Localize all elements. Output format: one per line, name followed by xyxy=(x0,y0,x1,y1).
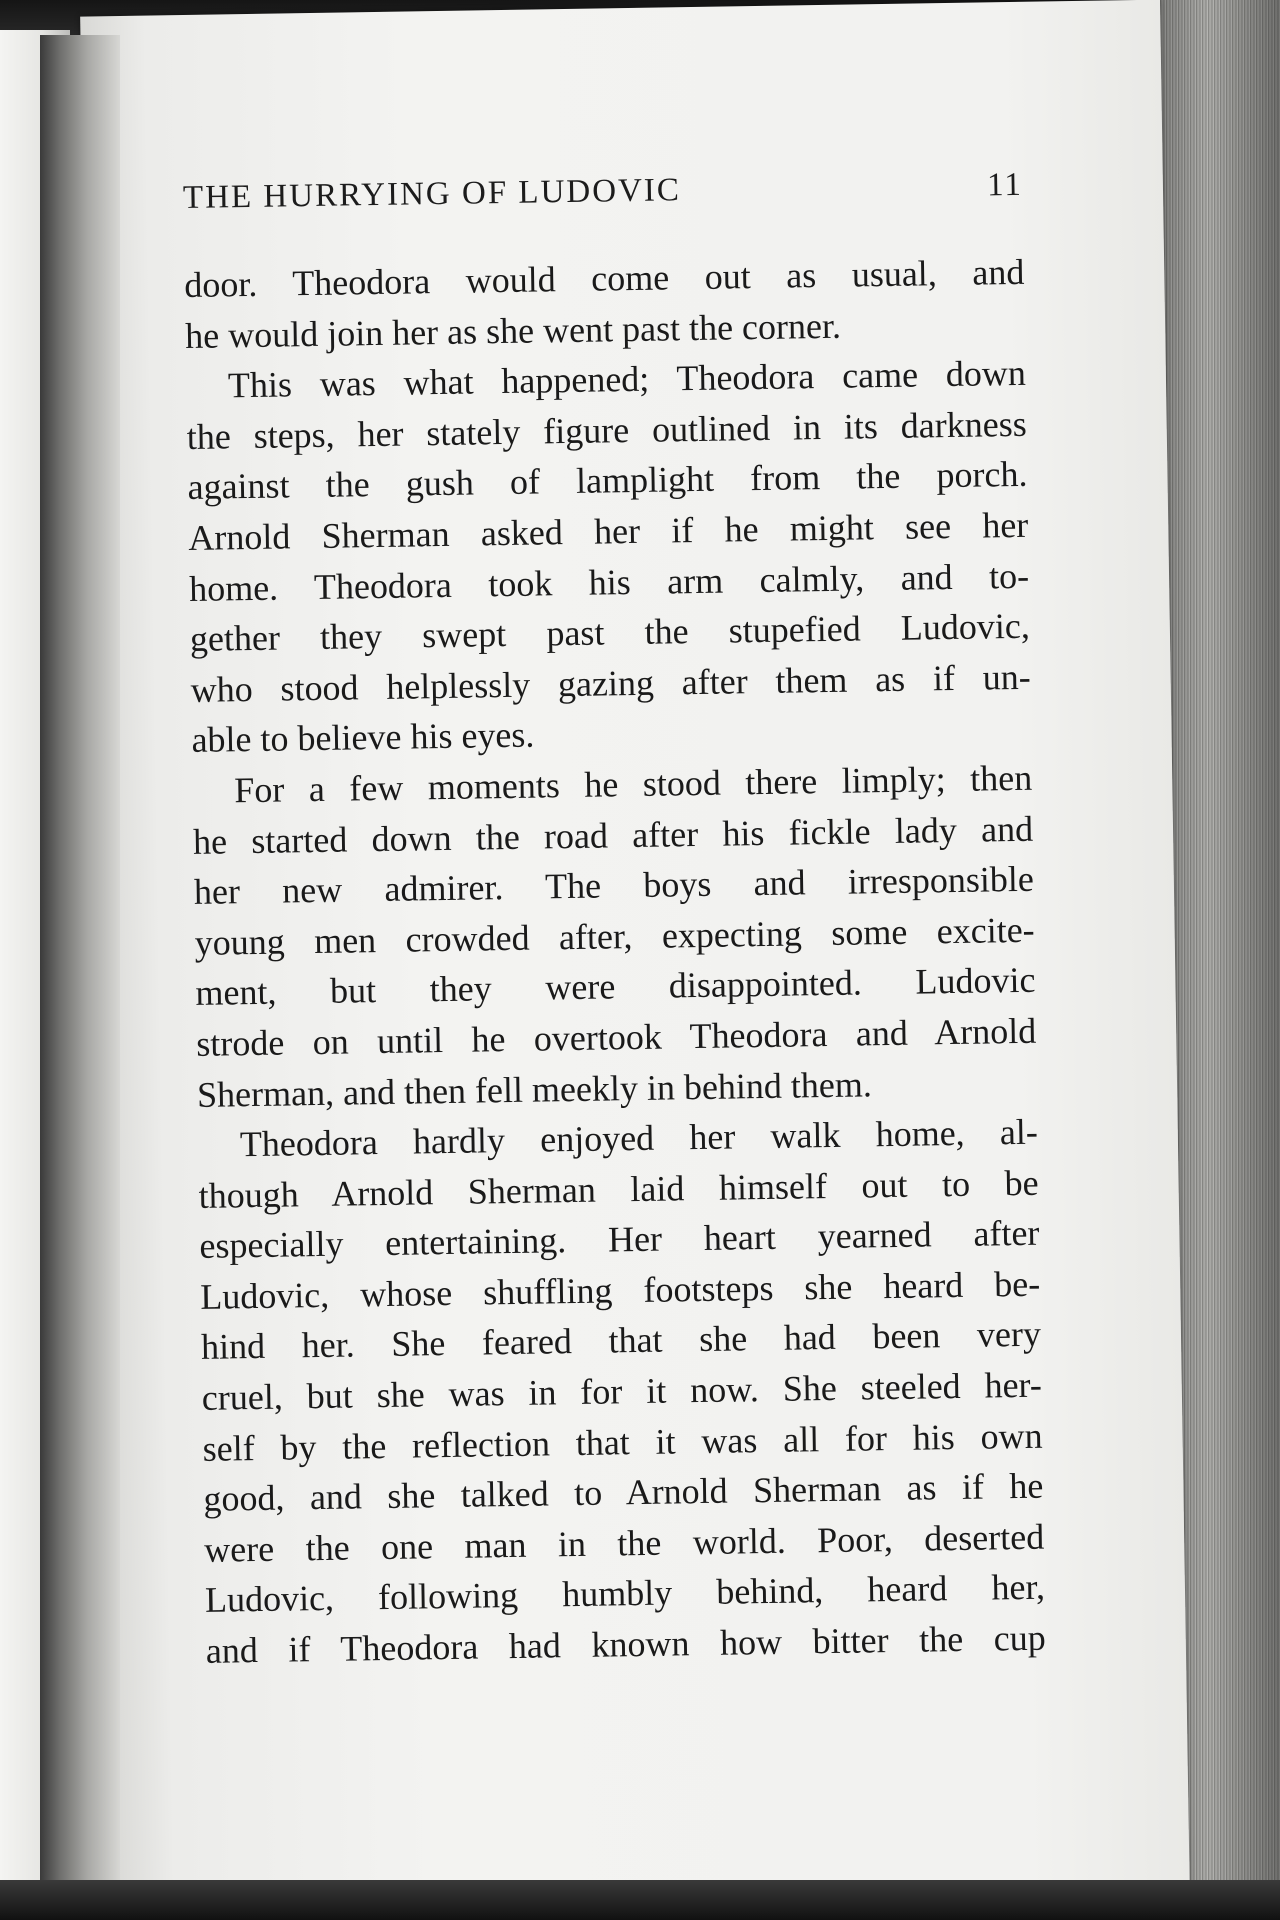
text-line: especially entertaining. Her heart yearned after xyxy=(199,1212,1040,1267)
text-line: though Arnold Sherman laid himself out to be xyxy=(198,1162,1039,1216)
running-head: THE HURRYING OF LUDOVIC xyxy=(182,172,682,217)
text-line: were the one man in the world. Poor, deserted xyxy=(203,1516,1045,1570)
text-line: young men crowded after, expecting some excite- xyxy=(194,909,1035,963)
background-bottom xyxy=(0,1880,1280,1920)
book-page xyxy=(80,0,1190,1916)
text-line: self by the reflection that it was all for his own xyxy=(202,1415,1043,1469)
text-line: Sherman, and then fell meekly in behind them. xyxy=(196,1063,873,1115)
text-line: able to believe his eyes. xyxy=(191,714,535,761)
gutter-shadow xyxy=(40,35,120,1920)
text-line: the steps, her stately figure outlined in its darkness xyxy=(186,403,1027,457)
text-line: Ludovic, following humbly behind, heard her, xyxy=(204,1567,1046,1621)
text-line: who stood helplessly gazing after them as if un- xyxy=(190,656,1031,710)
text-line: ment, but they were disappointed. Ludovic xyxy=(195,960,1036,1014)
text-line: and if Theodora had known how bitter the cup xyxy=(205,1617,1047,1671)
text-line: he would join her as she went past the corner. xyxy=(184,305,842,356)
text-line: door. Theodora would come out as usual, and xyxy=(184,251,1025,305)
body-text xyxy=(184,247,1046,1677)
page-header xyxy=(182,166,1024,217)
page-number: 11 xyxy=(986,166,1024,204)
text-line: Arnold Sherman asked her if he might see her xyxy=(188,504,1029,558)
text-line: cruel, but she was in for it now. She steeled her- xyxy=(201,1364,1043,1418)
text-line: Ludovic, whose shuffling footsteps she heard be- xyxy=(199,1263,1041,1317)
text-line: home. Theodora took his arm calmly, and to- xyxy=(188,555,1030,609)
text-line: against the gush of lamplight from the porch. xyxy=(187,454,1028,508)
text-line: strode on until he overtook Theodora and Arnold xyxy=(195,1010,1037,1064)
text-line: good, and she talked to Arnold Sherman as if he xyxy=(203,1465,1044,1520)
text-line: Theodora hardly enjoyed her walk home, al- xyxy=(239,1111,1039,1165)
text-line: her new admirer. The boys and irresponsible xyxy=(193,858,1035,913)
text-line: hind her. She feared that she had been very xyxy=(200,1314,1042,1368)
text-line: gether they swept past the stupefied Ludovic, xyxy=(189,605,1031,660)
text-line: For a few moments he stood there limply; then xyxy=(234,757,1033,811)
text-line: he started down the road after his fickle lady and xyxy=(192,808,1034,862)
text-line: This was what happened; Theodora came down xyxy=(227,352,1027,406)
